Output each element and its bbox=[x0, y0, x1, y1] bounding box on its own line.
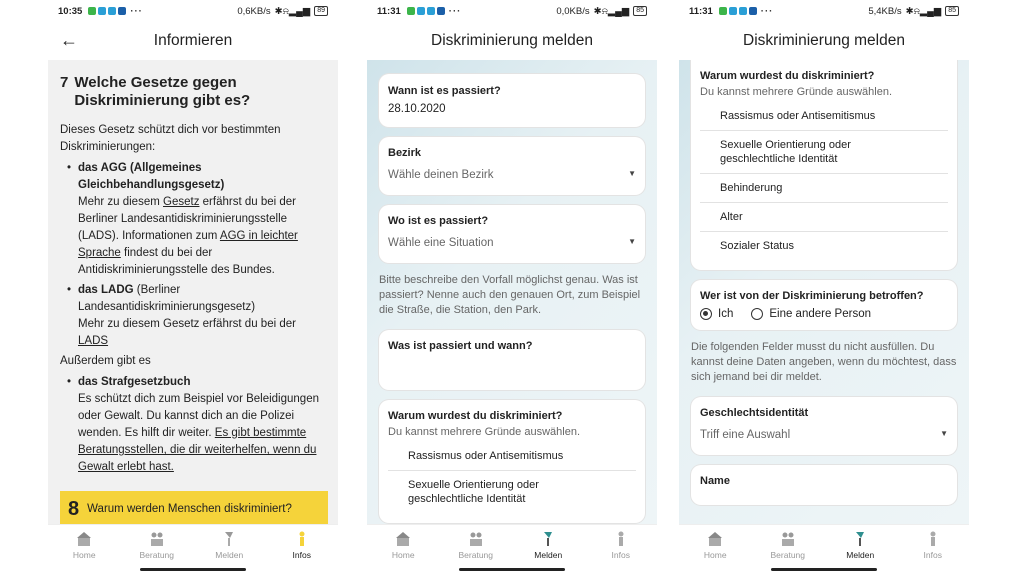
home-indicator bbox=[771, 568, 877, 571]
status-time: 10:35 bbox=[58, 5, 83, 17]
situation-select[interactable]: Wo ist es passiert? Wähle eine Situation ▼ bbox=[379, 205, 645, 263]
info-section bbox=[48, 60, 338, 524]
battery-icon: 89 bbox=[314, 6, 328, 16]
signal-icon: ✱⍾▂▄▆ bbox=[593, 5, 630, 17]
home-icon bbox=[77, 531, 91, 547]
reason-option[interactable]: Sexuelle Orientierung oder geschlechtliche Identität bbox=[408, 479, 539, 505]
radio-checked-icon bbox=[700, 308, 712, 320]
page-title: Diskriminierung melden bbox=[743, 32, 905, 49]
header bbox=[367, 22, 657, 60]
tab-melden[interactable]: Melden bbox=[830, 525, 890, 576]
reason-option[interactable]: Sozialer Status bbox=[720, 240, 794, 252]
tab-beratung[interactable]: Beratung bbox=[758, 525, 818, 576]
people-icon bbox=[150, 531, 164, 547]
also-text: Außerdem gibt es bbox=[60, 355, 151, 367]
back-arrow-icon[interactable]: ← bbox=[60, 30, 78, 50]
link-beratungsstellen[interactable]: Es gibt bestimmte Beratungsstellen, die dir weiterhelfen, wenn du Gewalt erlebt hast. bbox=[78, 427, 317, 473]
reason-option[interactable]: Alter bbox=[700, 203, 948, 232]
reason-option[interactable]: Sexuelle Orientierung oder geschlechtliche Identität bbox=[700, 131, 948, 174]
people-icon bbox=[781, 531, 795, 547]
notification-icons bbox=[719, 7, 757, 15]
link-agg-leichte-sprache[interactable]: AGG in leichter Sprache bbox=[78, 230, 298, 259]
affected-group: Wer ist von der Diskriminierung betroffen? Ich Eine andere Person bbox=[691, 280, 957, 330]
battery-icon: 85 bbox=[945, 6, 959, 16]
more-icon: ··· bbox=[130, 5, 143, 17]
intro-text: Dieses Gesetz schützt dich vor bestimmten Diskriminierungen: bbox=[60, 124, 281, 153]
phone-melden-2 bbox=[679, 0, 969, 576]
status-bar bbox=[48, 0, 338, 22]
tab-infos[interactable]: Infos bbox=[903, 525, 963, 576]
flag-icon bbox=[222, 531, 236, 547]
header bbox=[48, 22, 338, 60]
home-indicator bbox=[459, 568, 565, 571]
tab-beratung[interactable]: Beratung bbox=[127, 525, 187, 576]
home-icon bbox=[396, 531, 410, 547]
reason-option[interactable]: Rassismus oder Antisemitismus bbox=[388, 442, 636, 471]
info-icon bbox=[926, 531, 940, 547]
gender-select[interactable]: Geschlechtsidentität Triff eine Auswahl ▼ bbox=[691, 397, 957, 455]
tab-home[interactable]: Home bbox=[54, 525, 114, 576]
info-icon bbox=[295, 531, 309, 547]
home-indicator bbox=[140, 568, 246, 571]
hint-text: Bitte beschreibe den Vorfall möglichst genau. Was ist passiert? Nenne auch den genauen Ort, zum Beispiel die Straße, die Station, den Park. bbox=[379, 274, 641, 316]
dropdown-caret-icon: ▼ bbox=[940, 429, 948, 438]
signal-icon: ✱⍾▂▄▆ bbox=[905, 5, 942, 17]
flag-icon bbox=[541, 531, 555, 547]
report-form bbox=[367, 60, 657, 524]
tab-melden[interactable]: Melden bbox=[199, 525, 259, 576]
phone-melden-1 bbox=[367, 0, 657, 576]
reason-option[interactable]: Behinderung bbox=[700, 174, 948, 203]
reasons-group: Warum wurdest du diskriminiert? Du kannst mehrere Gründe auswählen. Rassismus oder Antisemitismus Sexuelle Orientierung oder geschlechtliche Identität Behinderung Alter Sozialer Status bbox=[691, 60, 957, 270]
battery-icon: 85 bbox=[633, 6, 647, 16]
notification-icons bbox=[407, 7, 445, 15]
list-item-ladg: • das LADG (Berliner Landesantidiskriminierungsgesetz) Mehr zu diesem Gesetz erfährst du bei der LADS bbox=[78, 282, 328, 350]
people-icon bbox=[469, 531, 483, 547]
list-item-agg: • das AGG (Allgemeines Gleichbehandlungsgesetz) Mehr zu diesem Gesetz erfährst du bei der Berliner Landesantidiskriminierungsstelle (LADS). Informationen zum AGG in leichter Sprache findest du bei der Antidiskriminierungsstelle des Bundes. bbox=[78, 160, 328, 279]
tab-melden[interactable]: Melden bbox=[518, 525, 578, 576]
link-lads[interactable]: LADS bbox=[78, 335, 109, 347]
info-icon bbox=[614, 531, 628, 547]
optional-hint: Die folgenden Felder musst du nicht ausfüllen. Du kannst deine Daten angeben, wenn du möchtest, dass sich jemand bei dir meldet. bbox=[691, 341, 957, 383]
radio-andere-person[interactable]: Eine andere Person bbox=[751, 308, 871, 320]
flag-icon bbox=[853, 531, 867, 547]
tab-infos[interactable]: Infos bbox=[591, 525, 651, 576]
radio-unchecked-icon bbox=[751, 308, 763, 320]
tab-home[interactable]: Home bbox=[685, 525, 745, 576]
report-form bbox=[679, 60, 969, 524]
home-icon bbox=[708, 531, 722, 547]
phone-informieren bbox=[48, 0, 338, 576]
reasons-group: Warum wurdest du diskriminiert? Du kannst mehrere Gründe auswählen. Rassismus oder Antisemitismus Sexuelle Orientierung oder geschlechtliche Identität bbox=[379, 400, 645, 523]
radio-ich[interactable]: Ich bbox=[700, 308, 733, 320]
section-heading: 7 Welche Gesetze gegen Diskriminierung gibt es? bbox=[60, 74, 251, 109]
more-icon: ··· bbox=[448, 5, 462, 17]
net-speed: 0,6KB/s bbox=[237, 5, 271, 17]
more-icon: ··· bbox=[760, 5, 774, 17]
status-bar: 11:31 ··· 0,0KB/s ✱⍾▂▄▆ 85 bbox=[367, 0, 657, 22]
tab-beratung[interactable]: Beratung bbox=[446, 525, 506, 576]
header bbox=[679, 22, 969, 60]
dropdown-caret-icon: ▼ bbox=[628, 169, 636, 178]
description-field[interactable]: Was ist passiert und wann? bbox=[379, 330, 645, 390]
page-title: Informieren bbox=[153, 32, 233, 49]
notification-icons bbox=[88, 7, 126, 15]
page-title: Diskriminierung melden bbox=[431, 32, 593, 49]
list-item-stgb: • das Strafgesetzbuch Es schützt dich zum Beispiel vor Beleidigungen oder Gewalt. Du kannst dich an die Polizei wenden. Es hilft dir weiter. Es gibt bestimmte Beratungsstellen, die dir weiterhelfen, wenn du Gewalt erlebt hast. bbox=[78, 374, 328, 476]
next-section-button[interactable]: 8 Warum werden Menschen diskriminiert? bbox=[60, 491, 328, 524]
bezirk-select[interactable]: Bezirk Wähle deinen Bezirk ▼ bbox=[379, 137, 645, 195]
date-field[interactable]: Wann ist es passiert? 28.10.2020 bbox=[379, 74, 645, 127]
tab-home[interactable]: Home bbox=[373, 525, 433, 576]
status-bar: 11:31 ··· 5,4KB/s ✱⍾▂▄▆ 85 bbox=[679, 0, 969, 22]
link-gesetz[interactable]: Gesetz bbox=[163, 196, 200, 208]
tab-infos[interactable]: Infos bbox=[272, 525, 332, 576]
name-field[interactable]: Name bbox=[691, 465, 957, 505]
reason-option[interactable]: Rassismus oder Antisemitismus bbox=[700, 102, 948, 131]
dropdown-caret-icon: ▼ bbox=[628, 237, 636, 246]
signal-icon: ✱⍾▂▄▆ bbox=[274, 5, 311, 17]
